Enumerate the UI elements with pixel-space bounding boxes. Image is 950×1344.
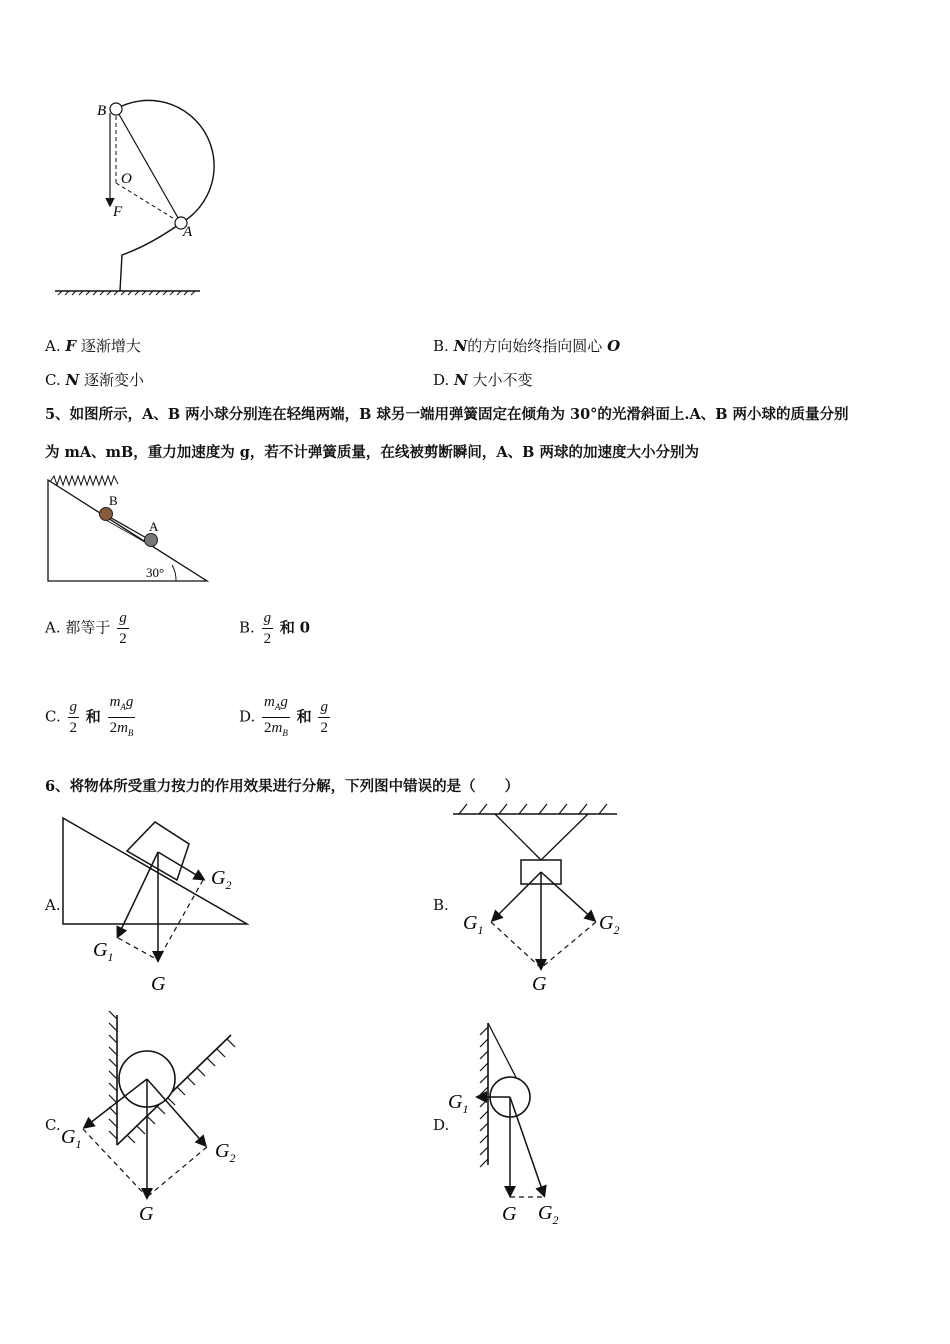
svg-text:G: G <box>139 1203 154 1225</box>
angle-arc <box>172 565 176 581</box>
svg-text:G2: $G_2$ <box>215 1140 236 1165</box>
q5-option-c[interactable]: C. $\frac{g}{2}$ 和 $\frac{m_Ag}{2m_B}$ <box>45 694 134 738</box>
label-A: A <box>149 519 159 534</box>
incline <box>48 480 207 581</box>
rod-BA <box>116 109 181 223</box>
label-B: B <box>109 493 118 508</box>
svg-text:G: G <box>151 973 166 995</box>
q6-figure-b <box>445 798 635 998</box>
q6-stem: 6、将物体所受重力按力的作用效果进行分解，下列图中错误的是（ ） <box>45 778 520 795</box>
ball-B <box>110 103 122 115</box>
q6-figure-d <box>440 1015 590 1230</box>
svg-text:G: G <box>532 973 547 995</box>
q5-stem-line1: 5、如图所示，A、B 两小球分别连在轻绳两端，B 球另一端用弹簧固定在倾角为 30°的光滑斜面上.A、B 两小球的质量分别 <box>45 406 849 423</box>
q5-figure <box>40 470 220 590</box>
q6-option-c-label[interactable]: C. <box>45 1116 61 1134</box>
svg-text:G2: $G_2$ <box>538 1202 559 1227</box>
q5-stem-line2: 为 mA、mB，重力加速度为 g，若不计弹簧质量，在线被剪断瞬间，A、B 两球的加速度大小分别为 <box>45 444 699 461</box>
q5-option-d[interactable]: D. $\frac{m_Ag}{2m_B}$ 和 $\frac{g}{2}$ <box>239 694 328 738</box>
label-F: F <box>113 204 123 220</box>
svg-text:G: G <box>502 1203 517 1225</box>
svg-text:G1: $G_1$ <box>93 939 114 964</box>
label-angle: 30° <box>146 565 165 580</box>
q6-option-a-label[interactable]: A. <box>45 896 61 914</box>
ball-A <box>145 534 158 547</box>
svg-text:G2: $G_2$ <box>599 912 620 937</box>
q5-option-b[interactable]: B. $\frac{g}{2}$ 和 0 <box>239 610 311 647</box>
q4-figure <box>40 95 240 305</box>
q4-option-a[interactable]: A. F 逐渐增大 <box>45 337 141 355</box>
svg-text:G1: $G_1$ <box>448 1091 469 1116</box>
label-O: O <box>121 171 132 187</box>
spring <box>50 476 118 485</box>
string <box>106 515 150 540</box>
svg-text:G2: $G_2$ <box>211 867 232 892</box>
q4-option-c[interactable]: C. N 逐渐变小 <box>45 371 145 389</box>
ball-B <box>100 508 113 521</box>
svg-text:G1: $G_1$ <box>463 912 484 937</box>
q5-option-a[interactable]: A. 都等于 $\frac{g}{2}$ <box>45 610 127 647</box>
stand <box>120 223 181 291</box>
q6-option-d-label[interactable]: D. <box>433 1116 450 1134</box>
label-B: B <box>97 103 107 119</box>
q6-figure-c <box>55 1005 255 1230</box>
radius-OA <box>116 183 181 223</box>
svg-text:G1: $G_1$ <box>61 1126 82 1151</box>
q6-option-b-label[interactable]: B. <box>433 896 449 914</box>
label-A: A <box>183 224 193 240</box>
q6-figure-a <box>55 810 255 1000</box>
q4-option-d[interactable]: D. N 大小不变 <box>433 371 533 389</box>
semicircle-track <box>116 100 214 223</box>
q4-option-b[interactable]: B. N的方向始终指向圆心 O <box>433 337 621 355</box>
